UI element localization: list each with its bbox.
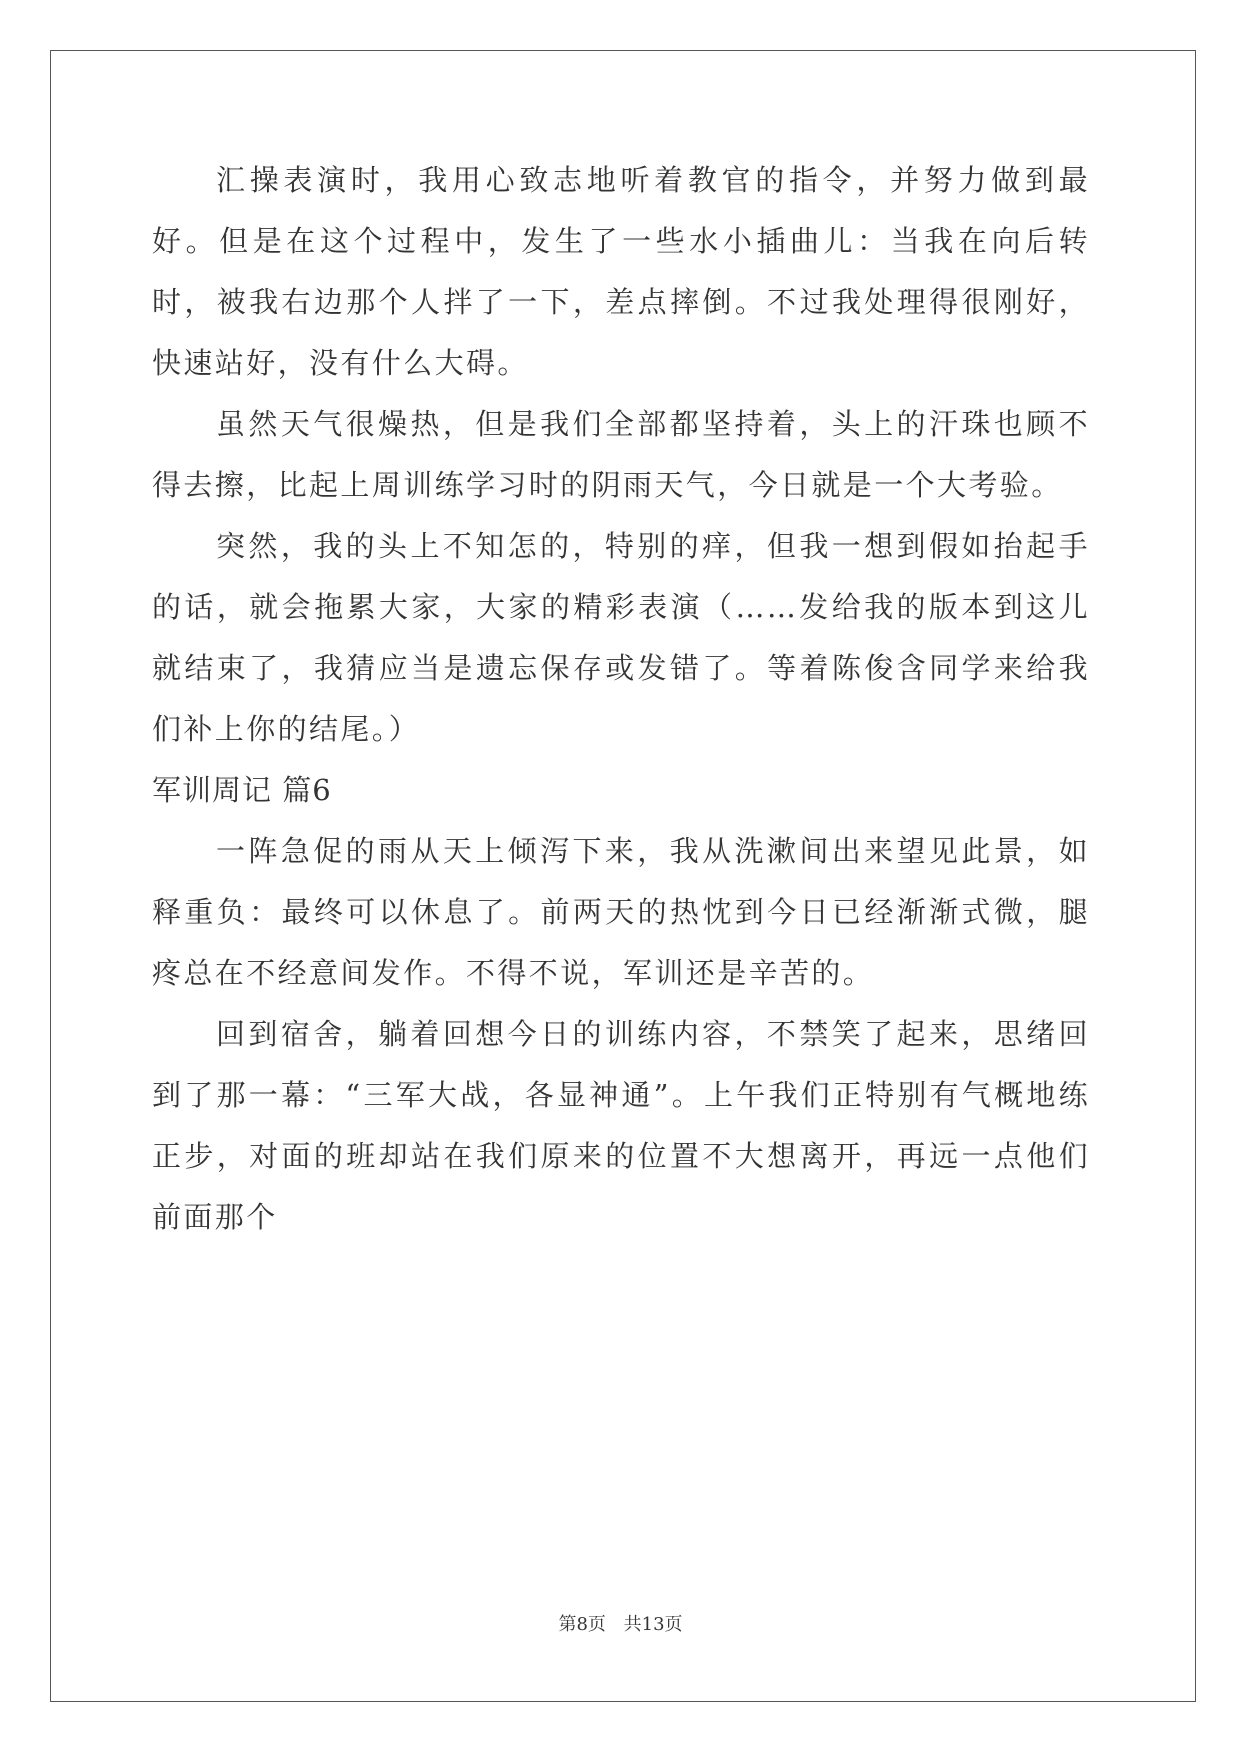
document-body xyxy=(152,150,1090,1248)
page-total: 共13页 xyxy=(623,1614,683,1635)
paragraph: 突然，我的头上不知怎的，特别的痒，但我一想到假如抬起手的话，就会拖累大家，大家的精彩表演（……发给我的版本到这儿就结束了，我猜应当是遗忘保存或发错了。等着陈俊含同学来给我们补上你的结尾。） xyxy=(152,529,1090,746)
paragraph: 汇操表演时，我用心致志地听着教官的指令，并努力做到最好。但是在这个过程中，发生了一些水小插曲儿：当我在向后转时，被我右边那个人拌了一下，差点摔倒。不过我处理得很刚好，快速站好，没有什么大碍。 xyxy=(152,163,1090,380)
section-heading: 军训周记 篇6 xyxy=(152,773,332,807)
paragraph: 回到宿舍，躺着回想今日的训练内容，不禁笑了起来，思绪回到了那一幕：“三军大战，各显神通”。上午我们正特别有气概地练正步，对面的班却站在我们原来的位置不大想离开，再远一点他们前面那个 xyxy=(152,1017,1090,1234)
paragraph: 一阵急促的雨从天上倾泻下来，我从洗漱间出来望见此景，如释重负：最终可以休息了。前两天的热忱到今日已经渐渐式微，腿疼总在不经意间发作。不得不说，军训还是辛苦的。 xyxy=(152,834,1090,990)
page-number: 第8页 xyxy=(558,1614,606,1635)
page-footer xyxy=(0,1610,1241,1636)
paragraph: 虽然天气很燥热，但是我们全部都坚持着，头上的汗珠也顾不得去擦，比起上周训练学习时的阴雨天气，今日就是一个大考验。 xyxy=(152,407,1090,502)
